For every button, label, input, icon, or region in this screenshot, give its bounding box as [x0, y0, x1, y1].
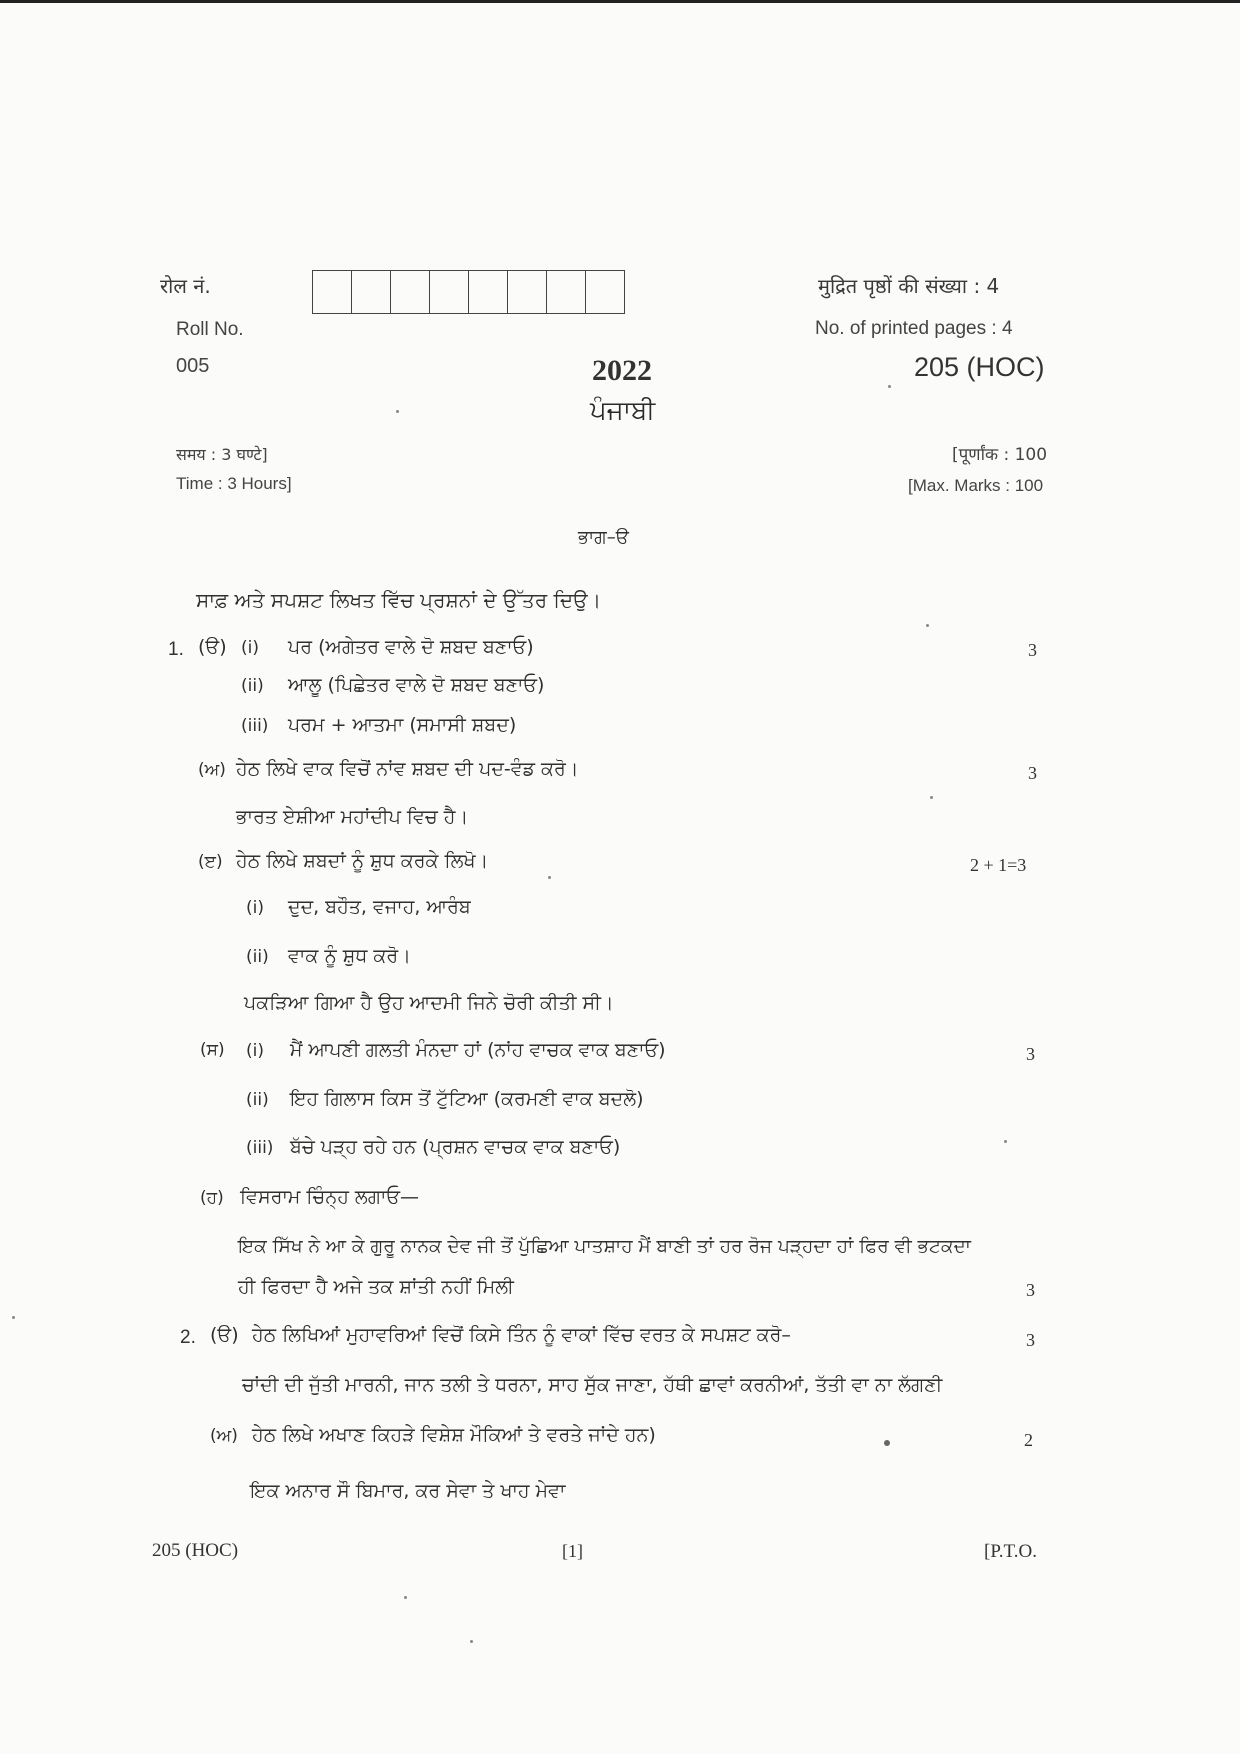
question-number: 2.: [180, 1327, 196, 1348]
max-marks-hindi: [पूर्णांक : 100: [952, 445, 1048, 465]
question-sentence: ਭਾਰਤ ਏਸ਼ੀਆ ਮਹਾਂਦੀਪ ਵਿਚ ਹੈ।: [236, 806, 469, 828]
part-label: (ੳ): [198, 636, 227, 658]
roll-code: 005: [176, 355, 210, 377]
scan-speck: [1004, 1140, 1007, 1143]
part-label: (ੲ): [198, 852, 223, 872]
roll-box-cell[interactable]: [313, 271, 352, 313]
marks: 3: [1026, 1280, 1035, 1300]
time-hindi: समय : 3 घण्टे]: [176, 445, 268, 464]
question-text: ਬੱਚੇ ਪੜ੍ਹ ਰਹੇ ਹਨ (ਪ੍ਰਸ਼ਨ ਵਾਚਕ ਵਾਕ ਬਣਾਓ): [290, 1136, 621, 1158]
part-label: (ਸ): [200, 1040, 225, 1060]
scan-speck: [888, 385, 891, 388]
roll-box-cell[interactable]: [586, 271, 625, 313]
scan-speck: [470, 1640, 473, 1643]
scan-speck: [404, 1596, 407, 1599]
roll-box-cell[interactable]: [391, 271, 430, 313]
footer-page-number: [1]: [562, 1541, 583, 1561]
roll-box-cell[interactable]: [547, 271, 586, 313]
question-text: ਇਹ ਗਿਲਾਸ ਕਿਸ ਤੋਂ ਟੁੱਟਿਆ (ਕਰਮਣੀ ਵਾਕ ਬਦਲੋ): [290, 1088, 644, 1110]
scan-top-edge: [0, 0, 1240, 3]
sub-label: (ii): [241, 676, 264, 696]
sub-label: (i): [246, 1041, 264, 1061]
max-marks-english: [Max. Marks : 100: [908, 476, 1044, 495]
scan-speck: [548, 876, 551, 879]
question-number: 1.: [168, 639, 184, 660]
marks: 3: [1026, 1330, 1035, 1350]
marks: 3: [1028, 640, 1037, 660]
printed-pages-hindi: मुद्रित पृष्ठों की संख्या : 4: [818, 274, 1000, 298]
idiom-list: ਚਾਂਦੀ ਦੀ ਜੁੱਤੀ ਮਾਰਨੀ, ਜਾਨ ਤਲੀ ਤੇ ਧਰਨਾ, ਸਾਹ ਸੁੱਕ ਜਾਣਾ, ਹੱਥੀ ਛਾਵਾਂ ਕਰਨੀਆਂ, ਤੱਤੀ ਵਾ ਨਾ ਲੱਗਣੀ: [242, 1374, 943, 1396]
question-text: ਹੇਠ ਲਿਖੇ ਵਾਕ ਵਿਚੋਂ ਨਾਂਵ ਸ਼ਬਦ ਦੀ ਪਦ-ਵੰਡ ਕਰੋ।: [236, 758, 579, 780]
roll-box-cell[interactable]: [430, 271, 469, 313]
question-text: ਵਾਕ ਨੂੰ ਸ਼ੁਧ ਕਰੋ।: [288, 945, 411, 967]
footer-pto: [P.T.O.: [984, 1541, 1037, 1562]
scan-speck: [396, 410, 399, 413]
marks: 2: [1024, 1430, 1033, 1450]
paper-code: 205 (HOC): [914, 352, 1045, 382]
marks: 3: [1026, 1044, 1035, 1064]
marks: 2 + 1=3: [970, 855, 1027, 875]
footer-paper-code: 205 (HOC): [152, 1540, 239, 1561]
marks: 3: [1028, 763, 1037, 783]
question-text: ਹੇਠ ਲਿਖੇ ਸ਼ਬਦਾਂ ਨੂੰ ਸ਼ੁਧ ਕਰਕੇ ਲਿਖੋ।: [236, 850, 489, 872]
scan-speck: [930, 796, 933, 799]
roll-label-english: Roll No.: [176, 319, 244, 340]
question-text: ਦੁਦ, ਬਹੌਤ, ਵਜਾਹ, ਆਰੰਬ: [288, 896, 471, 918]
sub-label: (i): [241, 638, 259, 658]
scan-speck: [884, 1440, 890, 1446]
roll-box-cell[interactable]: [508, 271, 547, 313]
question-text: ਪਰਮ + ਆਤਮਾ (ਸਮਾਸੀ ਸ਼ਬਦ): [288, 714, 517, 736]
time-english: Time : 3 Hours]: [176, 474, 292, 493]
question-text: ਆਲੂ (ਪਿਛੇਤਰ ਵਾਲੇ ਦੋ ਸ਼ਬਦ ਬਣਾਓ): [288, 674, 545, 696]
question-passage-line-1: ਇਕ ਸਿੱਖ ਨੇ ਆ ਕੇ ਗੁਰੂ ਨਾਨਕ ਦੇਵ ਜੀ ਤੋਂ ਪੁੱਛਿਆ ਪਾਤਸ਼ਾਹ ਮੈਂ ਬਾਣੀ ਤਾਂ ਹਰ ਰੋਜ ਪੜ੍ਹਦਾ ਹਾਂ ਫਿਰ ਵੀ ਭਟਕਦਾ: [238, 1236, 971, 1257]
part-label: (ੳ): [210, 1324, 239, 1346]
scan-speck: [12, 1316, 15, 1319]
sub-label: (i): [246, 898, 264, 918]
question-sentence: ਪਕੜਿਆ ਗਿਆ ਹੈ ਉਹ ਆਦਮੀ ਜਿਨੇ ਚੋਰੀ ਕੀਤੀ ਸੀ।: [244, 992, 614, 1014]
roll-box-cell[interactable]: [352, 271, 391, 313]
exam-year: 2022: [592, 354, 652, 387]
general-instruction: ਸਾਫ਼ ਅਤੇ ਸਪਸ਼ਟ ਲਿਖਤ ਵਿੱਚ ਪ੍ਰਸ਼ਨਾਂ ਦੇ ਉੱਤਰ ਦਿਉ।: [196, 588, 602, 612]
scan-speck: [926, 624, 929, 627]
part-label: (ਹ): [200, 1188, 224, 1208]
sub-label: (iii): [241, 716, 269, 736]
roll-number-boxes[interactable]: [312, 270, 625, 314]
printed-pages-english: No. of printed pages : 4: [815, 318, 1013, 339]
sub-label: (ii): [246, 947, 269, 967]
sub-label: (ii): [246, 1090, 269, 1110]
proverb-text: ਇਕ ਅਨਾਰ ਸੌ ਬਿਮਾਰ, ਕਰ ਸੇਵਾ ਤੇ ਖਾਹ ਮੇਵਾ: [250, 1480, 566, 1502]
question-text: ਹੇਠ ਲਿਖਿਆਂ ਮੁਹਾਵਰਿਆਂ ਵਿਚੋਂ ਕਿਸੇ ਤਿੰਨ ਨੂੰ ਵਾਕਾਂ ਵਿੱਚ ਵਰਤ ਕੇ ਸਪਸ਼ਟ ਕਰੋ–: [252, 1324, 791, 1346]
section-title: ਭਾਗ–ੳ: [578, 527, 629, 548]
part-label: (ਅ): [210, 1426, 238, 1446]
sub-label: (iii): [246, 1138, 274, 1158]
question-text: ਵਿਸਰਾਮ ਚਿੰਨ੍ਹ ਲਗਾਓ—: [240, 1186, 420, 1208]
question-text: ਹੇਠ ਲਿਖੇ ਅਖਾਣ ਕਿਹੜੇ ਵਿਸ਼ੇਸ਼ ਮੌਕਿਆਂ ਤੇ ਵਰਤੇ ਜਾਂਦੇ ਹਨ): [252, 1424, 656, 1446]
question-text: ਪਰ (ਅਗੇਤਰ ਵਾਲੇ ਦੋ ਸ਼ਬਦ ਬਣਾਓ): [288, 636, 534, 658]
part-label: (ਅ): [198, 760, 226, 780]
subject-title: ਪੰਜਾਬੀ: [590, 396, 656, 426]
roll-label-hindi: रोल नं.: [160, 274, 211, 298]
question-text: ਮੈਂ ਆਪਣੀ ਗਲਤੀ ਮੰਨਦਾ ਹਾਂ (ਨਾਂਹ ਵਾਚਕ ਵਾਕ ਬਣਾਓ): [290, 1039, 666, 1061]
roll-box-cell[interactable]: [469, 271, 508, 313]
question-passage-line-2: ਹੀ ਫਿਰਦਾ ਹੈ ਅਜੇ ਤਕ ਸ਼ਾਂਤੀ ਨਹੀਂ ਮਿਲੀ: [238, 1276, 514, 1298]
